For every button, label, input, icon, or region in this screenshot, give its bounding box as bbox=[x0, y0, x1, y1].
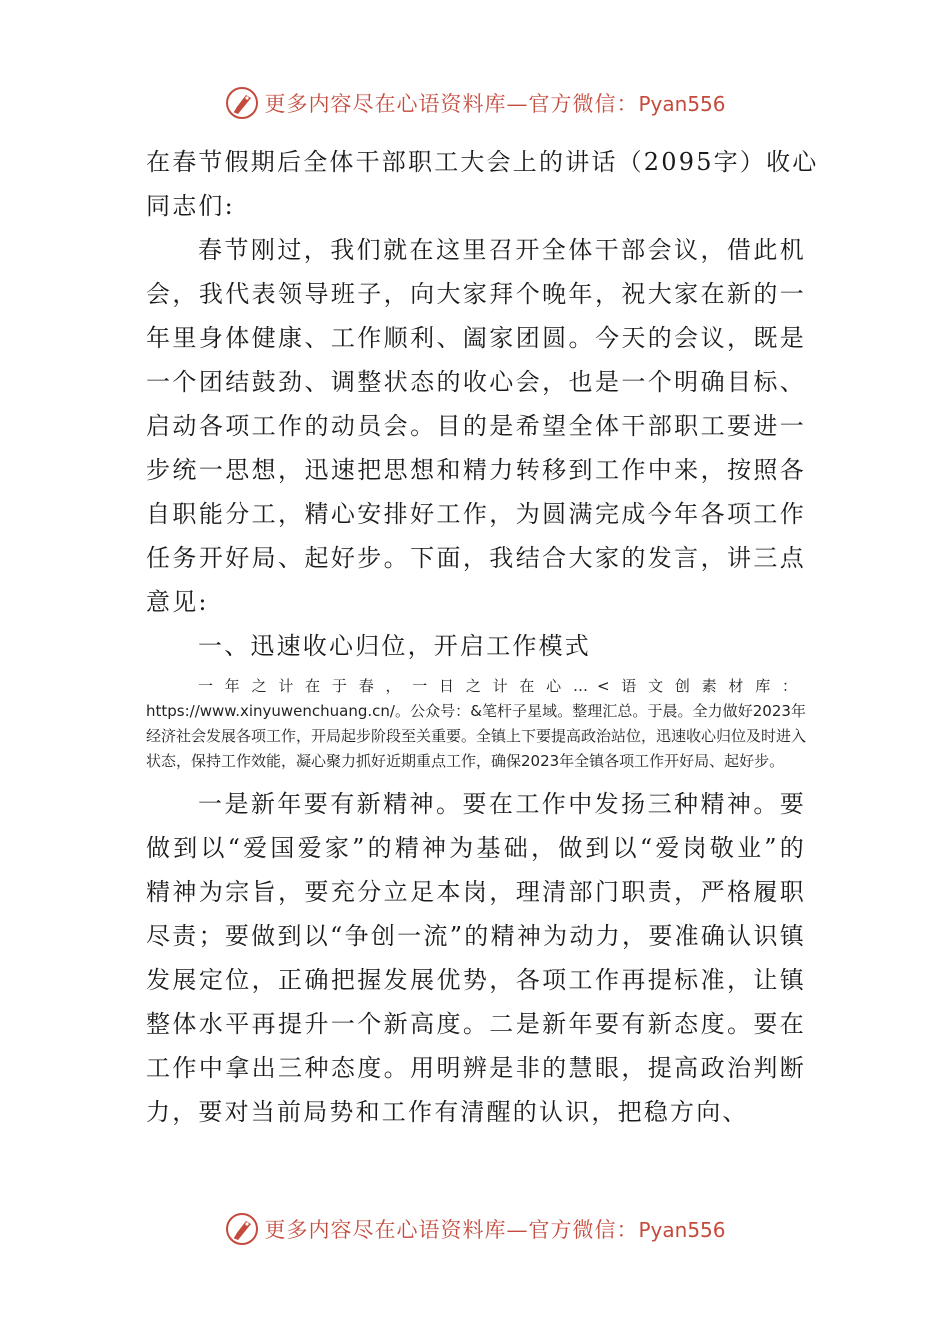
document-body bbox=[146, 140, 819, 1134]
greeting: 同志们: bbox=[146, 192, 235, 220]
paragraph-intro: 春节刚过，我们就在这里召开全体干部会议，借此机会，我代表领导班子，向大家拜个晚年，祝大家在新的一年里身体健康、工作顺利、阖家团圆。今天的会议，既是一个团结鼓劲、调整状态的收心会，也是一个明确目标、启动各项工作的动员会。目的是希望全体干部职工要进一步统一思想，迅速把思想和精力转移到工作中来，按照各自职能分工，精心安排好工作，为圆满完成今年各项工作任务开好局、起好步。下面，我结合大家的发言，讲三点意见: bbox=[146, 236, 806, 616]
section-heading-1: 一、迅速收心归位，开启工作模式 bbox=[198, 632, 591, 660]
document-title: 在春节假期后全体干部职工大会上的讲话（2095字）收心 bbox=[146, 148, 819, 176]
pen-nib-logo-icon bbox=[224, 85, 260, 121]
source-note: 一年之计在于春，一日之计在心…<语文创素材库：https://www.xinyuwenchuang.cn/。公众号：&笔杆子星域。整理汇总。于晨。全力做好2023年经济社会发展各项工作，开局起步阶段至关重要。全镇上下要提高政治站位，迅速收心归位及时进入状态，保持工作效能，凝心聚力抓好近期重点工作，确保2023年全镇各项工作开好局、起好步。 bbox=[146, 677, 807, 770]
banner-text: 更多内容尽在心语资料库—官方微信：Pyan556 bbox=[264, 1218, 726, 1242]
banner-text: 更多内容尽在心语资料库—官方微信：Pyan556 bbox=[264, 92, 726, 116]
pen-nib-logo-icon bbox=[224, 1211, 260, 1247]
header-banner bbox=[0, 83, 950, 123]
paragraph-spirit: 一是新年要有新精神。要在工作中发扬三种精神。要做到以“爱国爱家”的精神为基础，做到以“爱岗敬业”的精神为宗旨，要充分立足本岗，理清部门职责，严格履职尽责；要做到以“争创一流”的精神为动力，要准确认识镇发展定位，正确把握发展优势，各项工作再提标准，让镇整体水平再提升一个新高度。二是新年要有新态度。要在工作中拿出三种态度。用明辨是非的慧眼，提高政治判断力，要对当前局势和工作有清醒的认识，把稳方向、 bbox=[146, 790, 806, 1126]
footer-banner bbox=[0, 1209, 950, 1249]
